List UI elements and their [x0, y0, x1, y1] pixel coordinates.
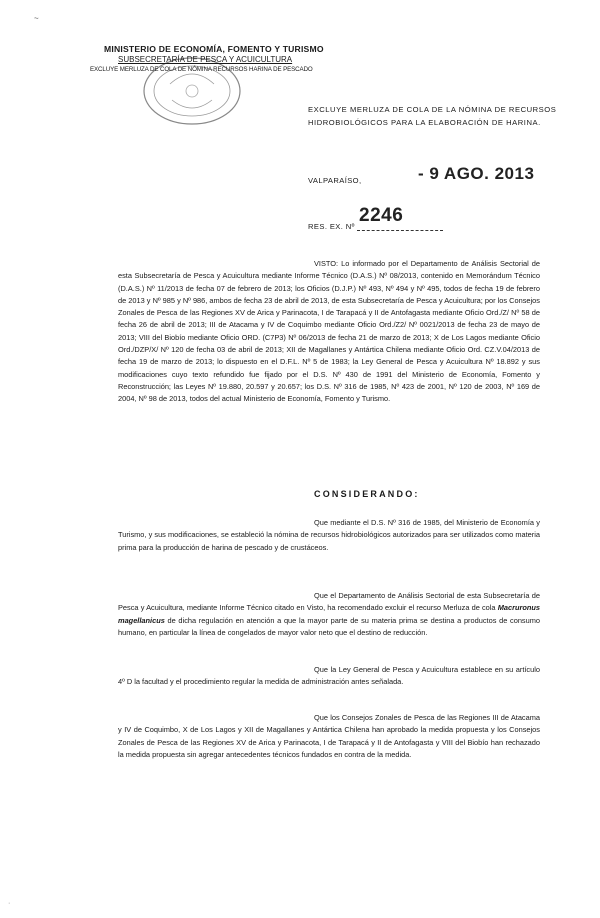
considerando-paragraph-2 — [118, 590, 540, 639]
scan-mark-bottom: · — [8, 900, 11, 907]
considerando-heading: CONSIDERANDO: — [314, 489, 420, 499]
resolution-number: 2246 — [359, 205, 404, 226]
considerando-2-part-b: de dicha regulación en atención a que la mayor parte de su materia prima se destina a productos de consumo humano, en particular la línea de congelados de mayor valor neto que el destino de reducción. — [118, 615, 540, 637]
species-name: Macruronus magellanicus — [118, 603, 540, 625]
considerando-paragraph-4 — [118, 712, 540, 761]
considerando-1-text: Que mediante el D.S. Nº 316 de 1985, del Ministerio de Economía y Turismo, y sus modificaciones, se estableció la nómina de recursos hidrobiológicos autorizados para ser utilizados como materia prima para la producción de harina de pescado y de crustáceos. — [118, 518, 540, 552]
visto-paragraph — [118, 258, 540, 406]
letterhead — [90, 44, 364, 74]
reference-line: EXCLUYE MERLUZA DE COLA DE NÓMINA RECURSOS HARINA DE PESCADO — [90, 66, 313, 73]
resolution-number-line — [357, 230, 443, 231]
ministry-name: MINISTERIO DE ECONOMÍA, FOMENTO Y TURISMO — [104, 44, 324, 54]
considerando-paragraph-3 — [118, 664, 540, 689]
considerando-2-part-a: Que el Departamento de Análisis Sectorial de esta Subsecretaría de Pesca y Acuicultura, mediante Informe Técnico citado en Visto, ha recomendado excluir el recurso Merluza de cola — [118, 591, 540, 613]
resolution-subject: EXCLUYE MERLUZA DE COLA DE LA NÓMINA DE RECURSOS HIDROBIOLÓGICOS PARA LA ELABORACIÓN DE HARINA. — [308, 105, 557, 127]
resolution-number-label: RES. EX. Nº — [308, 222, 355, 231]
considerando-2-text — [118, 590, 540, 639]
visto-text: VISTO: Lo informado por el Departamento de Análisis Sectorial de esta Subsecretaría de Pesca y Acuicultura mediante Informe Técnico (D.A.S.) Nº 08/2013, contenido en Memorándum Técnico (D.A.S.) Nº 11/2013 de fecha 07 de febrero de 2013; los Oficios (D.J.P.) Nº 493, Nº 494 y Nº 495, todos de fecha 19 de febrero de 2013 y Nº 985 y Nº 986, ambos de fecha 23 de abril de 2013, de esta Subsecretaría de Pesca y Acuicultura; por los Consejos Zonales de Pesca de las Regiones XV de Arica y Parinacota, I de Tarapacá y II de Antofagasta mediante Oficio Ord./Z/ Nº 58 de fecha 26 de abril de 2013; III de Atacama y IV de Coquimbo mediante Oficio Ord./Z2/ Nº 0021/2013 de fecha 23 de mayo de 2013; VIII del Biobío mediante Oficio ORD. (C7P3) Nº 06/2013 de fecha 21 de marzo de 2013; X de Los Lagos mediante Oficio Ord./DZP/X/ Nº 120 de fecha 03 de abril de 2013; XII de Magallanes y Antártica Chilena mediante Oficio Ord. CZ.V.04/2013 de fecha 19 de marzo de 2013; lo dispuesto en el D.F.L. Nº 5 de 1983; la Ley General de Pesca y Acuicultura Nº 18.892 y sus modificaciones cuyo texto refundido fue fijado por el D.S. Nº 430 de 1991 del Ministerio de Economía, Fomento y Reconstrucción; las Leyes Nº 19.880, 20.597 y 20.657; los D.S. Nº 316 de 1985, Nº 423 de 2001, Nº 120 de 2003, Nº 169 de 2004, Nº 98 de 2013, todos del actual Ministerio de Economía, Fomento y Turismo. — [118, 259, 540, 404]
resolution-date: - 9 AGO. 2013 — [418, 164, 535, 183]
subsecretaria-name: SUBSECRETARÍA DE PESCA Y ACUICULTURA — [118, 55, 293, 64]
considerando-4-text: Que los Consejos Zonales de Pesca de las Regiones III de Atacama y IV de Coquimbo, X de Los Lagos y XII de Magallanes y Antártica Chilena han aprobado la medida propuesta y los Consejos Zonales de Pesca de las Regiones XV de Arica y Parinacota, I de Tarapacá y II de Antofagasta y VIII del Biobío han rechazado la medida propuesta sin agregar antecedentes técnicos fundados en contra de la medida. — [118, 713, 540, 759]
considerando-paragraph-1 — [118, 517, 540, 554]
scan-mark: ~ — [34, 14, 39, 23]
place-label: VALPARAÍSO, — [308, 176, 362, 185]
considerando-3-text: Que la Ley General de Pesca y Acuicultura establece en su artículo 4º D la facultad y el procedimiento regular la medida de administración antes señalada. — [118, 665, 540, 687]
